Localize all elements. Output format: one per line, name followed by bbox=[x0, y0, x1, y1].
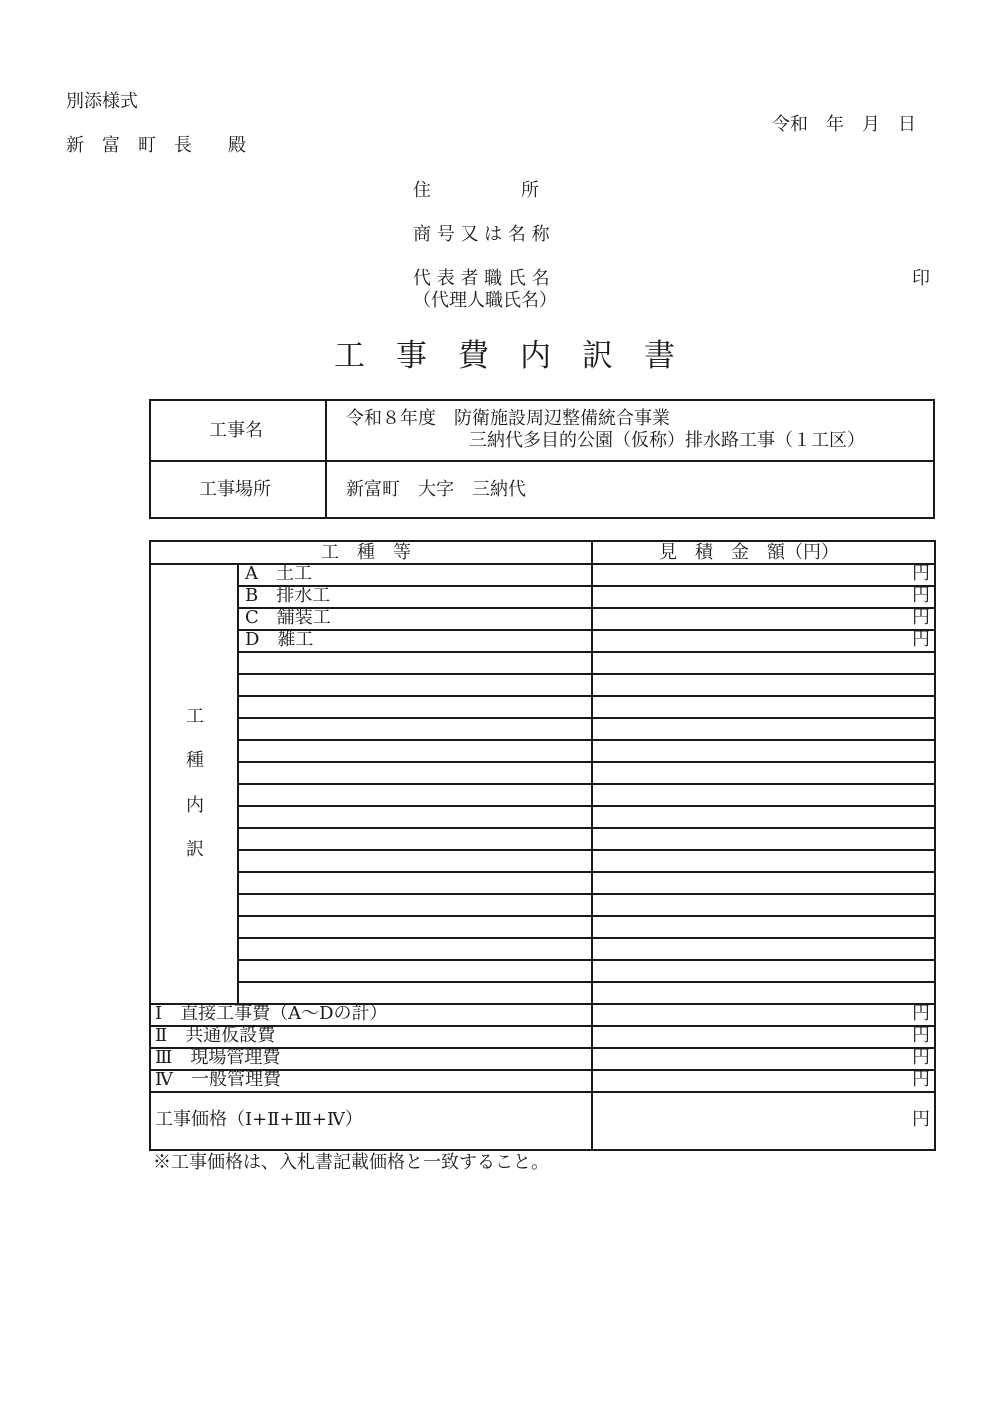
blank-item-cell[interactable] bbox=[239, 675, 591, 695]
project-location: 新富町 大字 三納代 bbox=[346, 479, 526, 500]
blank-amount-cell[interactable] bbox=[593, 851, 934, 871]
blank-item-cell[interactable] bbox=[239, 653, 591, 673]
blank-item-cell[interactable] bbox=[239, 741, 591, 761]
row-divider bbox=[151, 460, 933, 462]
amount-cell[interactable] bbox=[593, 1049, 906, 1069]
blank-item-cell[interactable] bbox=[239, 961, 591, 981]
yen-unit: 円 bbox=[912, 1003, 930, 1024]
blank-amount-cell[interactable] bbox=[593, 961, 934, 981]
summary-label: Ⅲ 現場管理費 bbox=[155, 1047, 281, 1068]
summary-label: Ⅱ 共通仮設費 bbox=[155, 1025, 276, 1046]
blank-item-cell[interactable] bbox=[239, 983, 591, 1003]
blank-amount-cell[interactable] bbox=[593, 697, 934, 717]
yen-unit: 円 bbox=[912, 1109, 930, 1130]
blank-item-cell[interactable] bbox=[239, 917, 591, 937]
yen-unit: 円 bbox=[912, 1047, 930, 1068]
blank-item-cell[interactable] bbox=[239, 697, 591, 717]
project-name-line2: 三納代多目的公園（仮称）排水路工事（１工区） bbox=[469, 430, 865, 451]
footnote: ※工事価格は、入札書記載価格と一致すること。 bbox=[153, 1152, 549, 1173]
work-item-label: C 舗装工 bbox=[245, 607, 331, 628]
project-info-table bbox=[149, 399, 935, 519]
project-location-label: 工事場所 bbox=[199, 479, 271, 500]
blank-amount-cell[interactable] bbox=[593, 807, 934, 827]
blank-item-cell[interactable] bbox=[239, 829, 591, 849]
yen-unit: 円 bbox=[912, 585, 930, 606]
blank-amount-cell[interactable] bbox=[593, 741, 934, 761]
form-label: 別添様式 bbox=[66, 91, 138, 112]
total-label: 工事価格（Ⅰ+Ⅱ+Ⅲ+Ⅳ） bbox=[155, 1109, 363, 1130]
yen-unit: 円 bbox=[912, 563, 930, 584]
blank-item-cell[interactable] bbox=[239, 939, 591, 959]
blank-amount-cell[interactable] bbox=[593, 939, 934, 959]
seal-mark: 印 bbox=[912, 268, 930, 289]
blank-item-cell[interactable] bbox=[239, 807, 591, 827]
yen-unit: 円 bbox=[912, 1025, 930, 1046]
amount-cell[interactable] bbox=[593, 587, 906, 607]
address-label: 住 所 bbox=[413, 180, 539, 201]
amount-cell[interactable] bbox=[593, 565, 906, 585]
blank-amount-cell[interactable] bbox=[593, 895, 934, 915]
blank-item-cell[interactable] bbox=[239, 719, 591, 739]
document-title: 工 事 費 内 訳 書 bbox=[334, 338, 675, 374]
side-column-divider bbox=[237, 563, 239, 1003]
column-divider bbox=[325, 401, 327, 517]
side-label-char: 内 bbox=[186, 795, 204, 816]
addressee: 新 富 町 長 殿 bbox=[66, 135, 246, 156]
blank-amount-cell[interactable] bbox=[593, 873, 934, 893]
amount-cell[interactable] bbox=[593, 1005, 906, 1025]
side-label-char: 種 bbox=[186, 750, 204, 771]
side-label-char: 工 bbox=[186, 706, 204, 727]
amount-cell[interactable] bbox=[593, 609, 906, 629]
blank-amount-cell[interactable] bbox=[593, 653, 934, 673]
agent-label: （代理人職氏名） bbox=[413, 290, 557, 311]
work-item-label: A 土工 bbox=[245, 563, 312, 584]
company-name-label: 商 号 又 は 名 称 bbox=[413, 224, 550, 245]
blank-item-cell[interactable] bbox=[239, 851, 591, 871]
summary-label: Ⅳ 一般管理費 bbox=[155, 1069, 281, 1090]
project-name-label: 工事名 bbox=[209, 420, 263, 441]
work-item-label: D 雑工 bbox=[245, 629, 314, 650]
amount-cell[interactable] bbox=[593, 631, 906, 651]
blank-amount-cell[interactable] bbox=[593, 829, 934, 849]
blank-amount-cell[interactable] bbox=[593, 719, 934, 739]
date-field: 令和 年 月 日 bbox=[772, 114, 916, 135]
work-item-label: B 排水工 bbox=[245, 585, 331, 606]
blank-amount-cell[interactable] bbox=[593, 785, 934, 805]
yen-unit: 円 bbox=[912, 629, 930, 650]
blank-item-cell[interactable] bbox=[239, 763, 591, 783]
header-item: 工 種 等 bbox=[321, 542, 411, 563]
blank-item-cell[interactable] bbox=[239, 873, 591, 893]
blank-amount-cell[interactable] bbox=[593, 675, 934, 695]
yen-unit: 円 bbox=[912, 1069, 930, 1090]
amount-cell[interactable] bbox=[593, 1027, 906, 1047]
breakdown-table bbox=[149, 540, 936, 1151]
blank-amount-cell[interactable] bbox=[593, 983, 934, 1003]
total-amount-cell[interactable] bbox=[593, 1093, 906, 1147]
yen-unit: 円 bbox=[912, 607, 930, 628]
project-name-line1: 令和８年度 防衛施設周辺整備統合事業 bbox=[346, 408, 670, 429]
side-label-char: 訳 bbox=[186, 839, 204, 860]
blank-amount-cell[interactable] bbox=[593, 917, 934, 937]
amount-cell[interactable] bbox=[593, 1071, 906, 1091]
blank-amount-cell[interactable] bbox=[593, 763, 934, 783]
representative-label: 代 表 者 職 氏 名 bbox=[413, 268, 550, 289]
summary-label: Ⅰ 直接工事費（A～Dの計） bbox=[155, 1003, 388, 1024]
header-amount: 見 積 金 額（円） bbox=[659, 542, 839, 563]
blank-item-cell[interactable] bbox=[239, 785, 591, 805]
blank-item-cell[interactable] bbox=[239, 895, 591, 915]
